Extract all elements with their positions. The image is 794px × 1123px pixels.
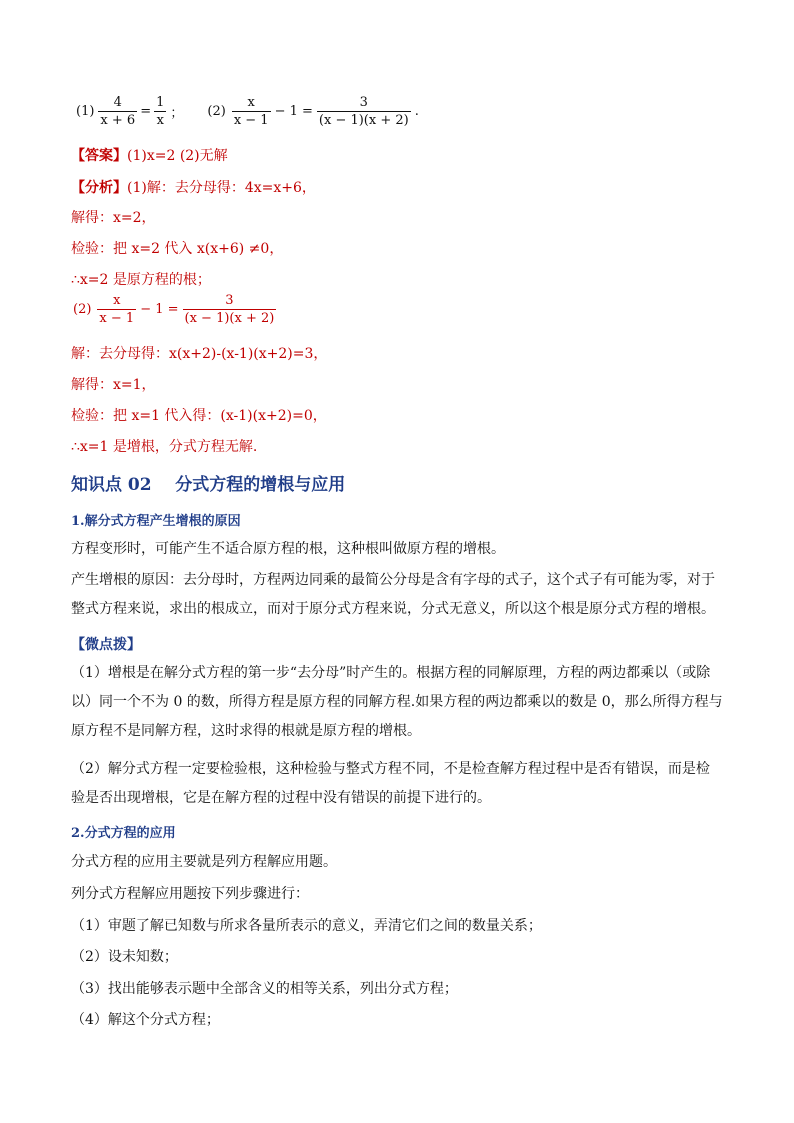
equals-sign: = <box>140 104 152 119</box>
subheading-2: 2.分式方程的应用 <box>71 826 176 841</box>
minus-one-equals: − 1 = <box>274 104 313 119</box>
analysis-text-1: (1)解：去分母得：4x=x+6， <box>127 180 316 196</box>
analysis-line-6: 解：去分母得：x(x+2)-(x-1)(x+2)=3， <box>71 346 328 362</box>
analysis-label: 【分析】 <box>71 180 127 196</box>
analysis-line-7: 解得：x=1， <box>71 377 156 393</box>
answer-text: (1)x=2 (2)无解 <box>127 148 228 164</box>
analysis-line-1 <box>71 177 316 197</box>
fraction-x-over-x-minus-1 <box>232 96 271 127</box>
step-1: （1）审题了解已知数与所求各量所表示的意义，弄清它们之间的数量关系； <box>71 918 542 934</box>
section-heading: 知识点 02 分式方程的增根与应用 <box>71 475 346 495</box>
tip-label: 【微点拨】 <box>71 637 141 653</box>
paragraph-3: 分式方程的应用主要就是列方程解应用题。 <box>71 854 337 870</box>
fraction-x-over-x-minus-1 <box>97 294 136 325</box>
fraction-1-over-x <box>154 96 166 127</box>
problem-1-prefix: (1) <box>76 104 95 119</box>
answer-label: 【答案】 <box>71 148 127 164</box>
analysis-line-4: ∴x=2 是原方程的根； <box>71 272 211 288</box>
step-2: （2）设未知数； <box>71 949 178 965</box>
minus-one-equals: − 1 = <box>140 302 179 317</box>
fraction-numerator: x <box>247 95 255 110</box>
analysis-2-prefix: (2) <box>73 302 92 317</box>
tip-paragraph-2: （2）解分式方程一定要检验根，这种检验与整式方程不同，不是检查解方程过程中是否有错误，而是检验是否出现增根，它是在解方程的过程中没有错误的前提下进行的。 <box>71 761 710 806</box>
problem-2-prefix: (2) <box>207 104 226 119</box>
period: . <box>414 104 419 119</box>
step-4: （4）解这个分式方程； <box>71 1012 220 1028</box>
paragraph-2: 产生增根的原因：去分母时，方程两边同乘的最简公分母是含有字母的式子，这个式子有可能为零，对于整式方程来说，求出的根成立，而对于原分式方程来说，分式无意义，所以这个根是原分式方程的增根。 <box>71 572 715 617</box>
fraction-3-over-product <box>317 96 411 127</box>
fraction-denominator: x <box>154 111 166 127</box>
problem-equations <box>76 96 419 127</box>
fraction-denominator: (x − 1)(x + 2) <box>318 113 409 128</box>
subheading-1: 1.解分式方程产生增根的原因 <box>71 514 241 529</box>
analysis-line-9: ∴x=1 是增根，分式方程无解. <box>71 439 258 455</box>
fraction-numerator: x <box>113 293 121 308</box>
step-3: （3）找出能够表示题中全部含义的相等关系，列出分式方程； <box>71 981 458 997</box>
fraction-numerator: 1 <box>156 95 165 110</box>
fraction-denominator: x + 6 <box>100 113 136 128</box>
analysis-line-8: 检验：把 x=1 代入得：(x-1)(x+2)=0， <box>71 408 327 424</box>
fraction-numerator: 3 <box>359 95 368 110</box>
fraction-numerator: 3 <box>225 293 234 308</box>
fraction-denominator: x − 1 <box>99 311 135 326</box>
paragraph-1: 方程变形时，可能产生不适合原方程的根，这种根叫做原方程的增根。 <box>71 541 505 557</box>
fraction-denominator: (x − 1)(x + 2) <box>184 311 275 326</box>
analysis-equation <box>73 294 276 325</box>
fraction-denominator: x − 1 <box>233 113 269 128</box>
answer-line <box>71 145 228 165</box>
analysis-line-2: 解得：x=2， <box>71 210 156 226</box>
separator: ； <box>170 106 184 121</box>
tip-paragraph-1: （1）增根是在解分式方程的第一步“去分母”时产生的。根据方程的同解原理，方程的两边都乘以（或除以）同一个不为 0 的数，所得方程是原方程的同解方程.如果方程的两边都乘以的数是 0，那么所得方程与原方程不是同解方程，这时求得的根就是原方程的增根。 <box>71 665 723 739</box>
fraction-numerator: 4 <box>113 95 122 110</box>
fraction-4-over-x-plus-6 <box>98 96 137 127</box>
paragraph-4: 列分式方程解应用题按下列步骤进行： <box>71 886 309 902</box>
analysis-line-3: 检验：把 x=2 代入 x(x+6) ≠0， <box>71 241 284 257</box>
fraction-3-over-product <box>183 294 277 325</box>
